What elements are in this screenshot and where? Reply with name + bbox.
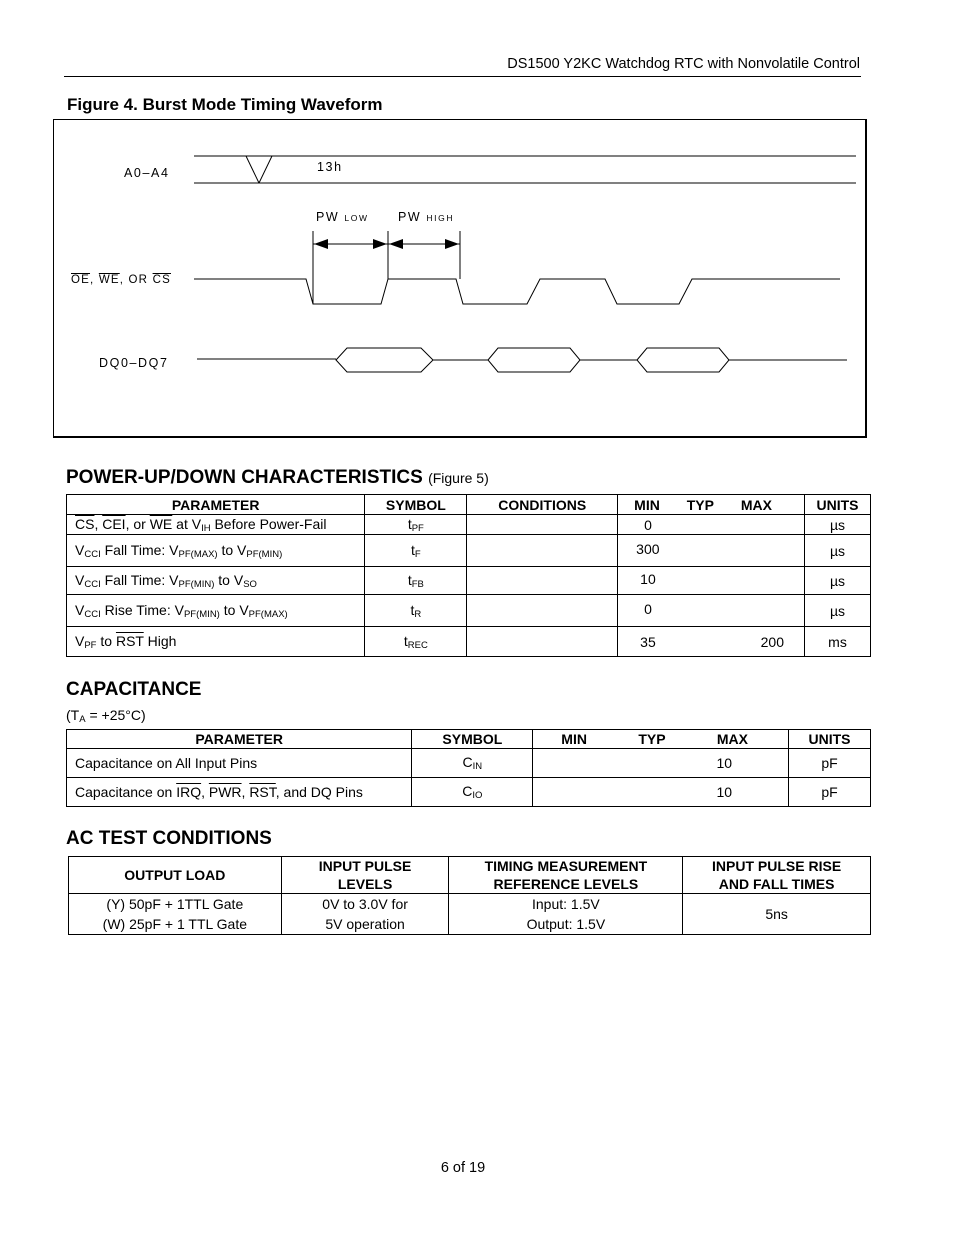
pw-marker-lines [313,231,460,304]
ac-table-header: OUTPUT LOAD INPUT PULSE LEVELS TIMING MEASUREMENT REFERENCE LEVELS INPUT PULSE RISE AND FALL TIMES [69,857,871,894]
figure-title: Figure 4. Burst Mode Timing Waveform [67,95,383,114]
control-waveform [194,279,840,304]
table-row: $V_{CCI}$ Fall Time: $V_{PF(MAX)}$ to $V_{PF(MIN)}$ $t_F$ 300 µs [67,535,871,567]
capacitance-conditions-note: $(T_A = +25^\circ C)$ [66,707,146,725]
document-header: DS1500 Y2KC Watchdog RTC with Nonvolatile Control [507,56,860,72]
control-signal-label: $\overline{OE}$, $\overline{WE}$, OR $\overline{CS}$ [71,274,171,286]
table-row: (Y) 50pF + 1TTL Gate (W) 25pF + 1 TTL Gate 0V to 3.0V for 5V operation Input: 1.5V Output: 1.5V 5ns [69,894,871,935]
data-bus-label: DQ0–DQ7 [99,356,169,370]
pw-low-label: PW LOW [316,210,369,224]
table-row: $V_{CCI}$ Rise Time: $V_{PF(MIN)}$ to $V_{PF(MAX)}$ $t_R$ 0 µs [67,595,871,627]
address-bus-waveform [194,156,856,183]
header-rule [64,76,861,77]
table-row: $\overline{CS}$, $\overline{CEI}$, or $\overline{WE}$ at $V_{IH}$ Before Power-Fail $t_{PF}$ 0 µs [67,515,871,535]
address-label: A0–A4 [124,166,170,180]
capacitance-table-header: PARAMETER SYMBOL MIN TYP MAX UNITS [67,730,871,749]
power-table-header: PARAMETER SYMBOL CONDITIONS MIN TYP MAX UNITS [67,495,871,515]
capacitance-section-title: CAPACITANCE [66,679,202,700]
timing-waveform [54,120,868,439]
table-row: Capacitance on $\overline{IRQ}$, $\overline{PWR}$, $\overline{RST}$, and DQ Pins $C_{IO}$ 10 pF [67,778,871,807]
pw-high-label: PW HIGH [398,210,455,224]
table-row: Capacitance on All Input Pins $C_{IN}$ 10 pF [67,749,871,778]
timing-waveform-figure [53,119,867,438]
data-bus-waveform [197,348,847,372]
power-table [66,494,871,657]
table-row: $V_{PF}$ to $\overline{RST}$ High $t_{REC}$ 35 200 ms [67,627,871,657]
power-section-title: POWER-UP/DOWN CHARACTERISTICS (Figure 5) [66,467,489,488]
ac-section-title: AC TEST CONDITIONS [66,828,272,849]
table-row: $V_{CCI}$ Fall Time: $V_{PF(MIN)}$ to $V_{SO}$ $t_{FB}$ 10 µs [67,567,871,595]
capacitance-table [66,729,871,807]
address-value-label: 13h [317,160,343,174]
page-number: 6 of 19 [440,1160,486,1176]
ac-test-table [68,856,871,935]
